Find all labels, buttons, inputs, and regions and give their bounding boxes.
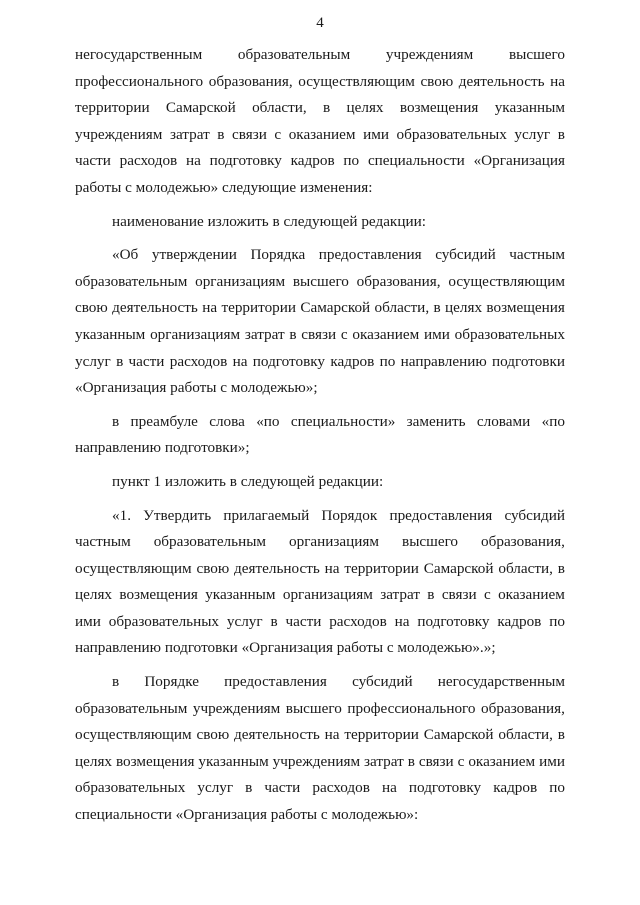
- paragraph-gap: [75, 462, 565, 469]
- paragraph-gap: [75, 202, 565, 209]
- text-line: «Организация работы с молодежью»;: [75, 379, 318, 397]
- document-body: [75, 42, 565, 829]
- text-line: целях возмещения указанным учреждениям затрат в связи с оказанием ими: [75, 752, 565, 770]
- paragraph: [75, 242, 565, 402]
- text-line: специальности «Организация работы с молодежью»:: [75, 806, 419, 824]
- paragraph: [75, 209, 565, 236]
- text-line: образовательных услуг в части расходов на подготовку кадров по: [75, 779, 565, 797]
- text-line: в Порядке предоставления субсидий негосударственным: [112, 673, 565, 691]
- text-line: территории Самарской области, в целях возмещения указанным: [75, 99, 565, 117]
- text-line: образовательным учреждениям высшего профессионального образования,: [75, 699, 565, 717]
- paragraph: [75, 669, 565, 829]
- paragraph: [75, 469, 565, 496]
- paragraph-gap: [75, 235, 565, 242]
- text-line: наименование изложить в следующей редакции:: [112, 212, 426, 230]
- text-line: учреждениям затрат в связи с оказанием ими образовательных услуг в: [75, 125, 565, 143]
- text-line: профессионального образования, осуществляющим свою деятельность на: [75, 72, 565, 90]
- text-line: «Об утверждении Порядка предоставления субсидий частным: [112, 246, 565, 264]
- text-line: целях возмещения указанным организациям затрат в связи с оказанием: [75, 586, 565, 604]
- text-line: частным образовательным организациям высшего образования,: [75, 533, 565, 551]
- text-line: осуществляющим свою деятельность на территории Самарской области, в: [75, 726, 565, 744]
- paragraph-gap: [75, 402, 565, 409]
- text-line: части расходов на подготовку кадров по специальности «Организация: [75, 152, 565, 170]
- text-line: направлению подготовки «Организация работы с молодежью».»;: [75, 639, 496, 657]
- text-line: образовательным организациям высшего образования, осуществляющим: [75, 272, 565, 290]
- text-line: работы с молодежью» следующие изменения:: [75, 178, 373, 196]
- text-line: пункт 1 изложить в следующей редакции:: [112, 472, 384, 490]
- text-line: указанным организациям затрат в связи с оказанием ими образовательных: [75, 325, 565, 343]
- page-number: 4: [316, 15, 324, 31]
- paragraph-gap: [75, 496, 565, 503]
- text-line: направлению подготовки»;: [75, 439, 250, 457]
- paragraph: [75, 42, 565, 202]
- text-line: услуг в части расходов на подготовку кадров по направлению подготовки: [75, 352, 565, 370]
- paragraph-gap: [75, 662, 565, 669]
- text-line: негосударственным образовательным учреждениям высшего: [75, 46, 565, 63]
- paragraph: [75, 409, 565, 462]
- paragraph: [75, 503, 565, 663]
- text-line: свою деятельность на территории Самарской области, в целях возмещения: [75, 299, 565, 317]
- text-line: в преамбуле слова «по специальности» заменить словами «по: [112, 412, 565, 430]
- text-line: ими образовательных услуг в части расходов на подготовку кадров по: [75, 612, 565, 630]
- text-line: осуществляющим свою деятельность на территории Самарской области, в: [75, 559, 565, 577]
- text-line: «1. Утвердить прилагаемый Порядок предоставления субсидий: [112, 506, 565, 524]
